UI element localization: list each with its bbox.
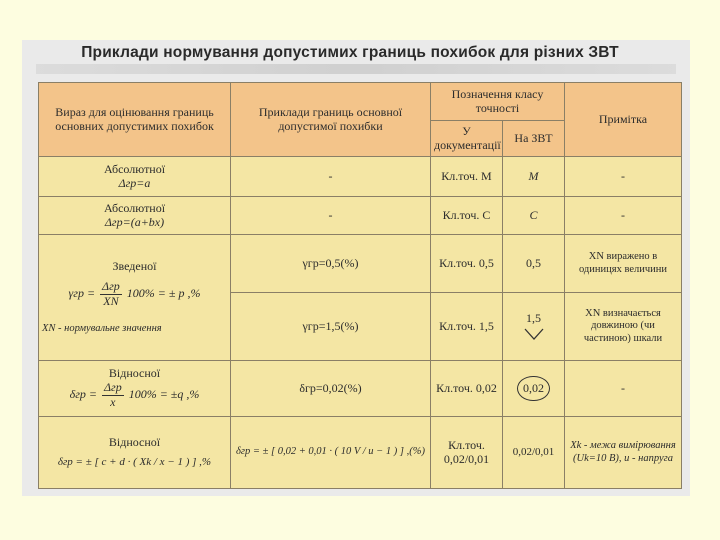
faded-subtitle [36,64,676,74]
page-title: Приклади нормування допустимих границь похибок для різних ЗВТ [81,44,619,61]
error-type-label: Зведеної [112,259,157,274]
cell-example: - [231,157,431,197]
formula: δгр = ± [ c + d · ( Xk / x − 1 ) ] ,% [57,456,212,469]
table-row [39,361,682,417]
cell-doc: Кл.точ. M [431,157,503,197]
table-row [39,197,682,235]
formula: Δгр=a [118,175,151,190]
cell-example: δгр=0,02(%) [231,361,431,417]
cell-device [503,361,565,417]
cell-example: δгр = ± [ 0,02 + 0,01 · ( 10 V / u − 1 ) ] ,(%) [231,417,431,489]
error-type-label: Абсолютної [103,200,166,215]
table-row [39,417,682,489]
cell-example: γгр=0,5(%) [231,235,431,293]
accuracy-table [38,82,682,489]
header-examples: Приклади границь основної допустимої похибки [231,83,431,157]
scale-length-mark: 1,5 [523,312,545,341]
header-in-docs: У документації [431,121,503,157]
header-note: Примітка [565,83,682,157]
circled-class-mark: 0,02 [517,376,550,402]
formula: δгр = Δгр x 100% = ±q ,% [69,380,200,409]
table-row [39,235,682,293]
footnote: XN - нормувальне значення [42,322,162,334]
cell-note: - [565,197,682,235]
cell-note: - [565,361,682,417]
cell-note: XN визначається довжиною (чи частиною) шкали [565,293,682,361]
formula: Δгр=(a+bx) [104,214,165,229]
chevron-down-icon [523,327,545,341]
header-expression: Вираз для оцінювання границь основних допустимих похибок [39,83,231,157]
cell-device: 0,5 [503,235,565,293]
cell-example: γгр=1,5(%) [231,293,431,361]
cell-expression [39,361,231,417]
cell-expression [39,157,231,197]
header-class-group: Позначення класу точності [431,83,565,121]
formula: γгр = Δгр XN 100% = ± p ,% [68,279,201,308]
cell-doc: Кл.точ. 0,02 [431,361,503,417]
cell-doc: Кл.точ. 0,5 [431,235,503,293]
cell-expression [39,417,231,489]
cell-note: - [565,157,682,197]
error-type-label: Відносної [108,366,161,381]
cell-device: C [503,197,565,235]
header-on-device: На ЗВТ [503,121,565,157]
cell-example: - [231,197,431,235]
cell-device: 0,02/0,01 [503,417,565,489]
cell-doc: Кл.точ. 1,5 [431,293,503,361]
table-row [39,157,682,197]
cell-expression [39,235,231,361]
cell-device [503,293,565,361]
error-type-label: Абсолютної [103,161,166,176]
cell-note: Xk - межа вимірювання (Uk=10 B), u - напруга [565,417,682,489]
cell-device: M [503,157,565,197]
cell-doc: Кл.точ. C [431,197,503,235]
cell-note: XN виражено в одиницях величини [565,235,682,293]
cell-doc: Кл.точ. 0,02/0,01 [431,417,503,489]
error-type-label: Відносної [108,435,161,450]
cell-expression [39,197,231,235]
